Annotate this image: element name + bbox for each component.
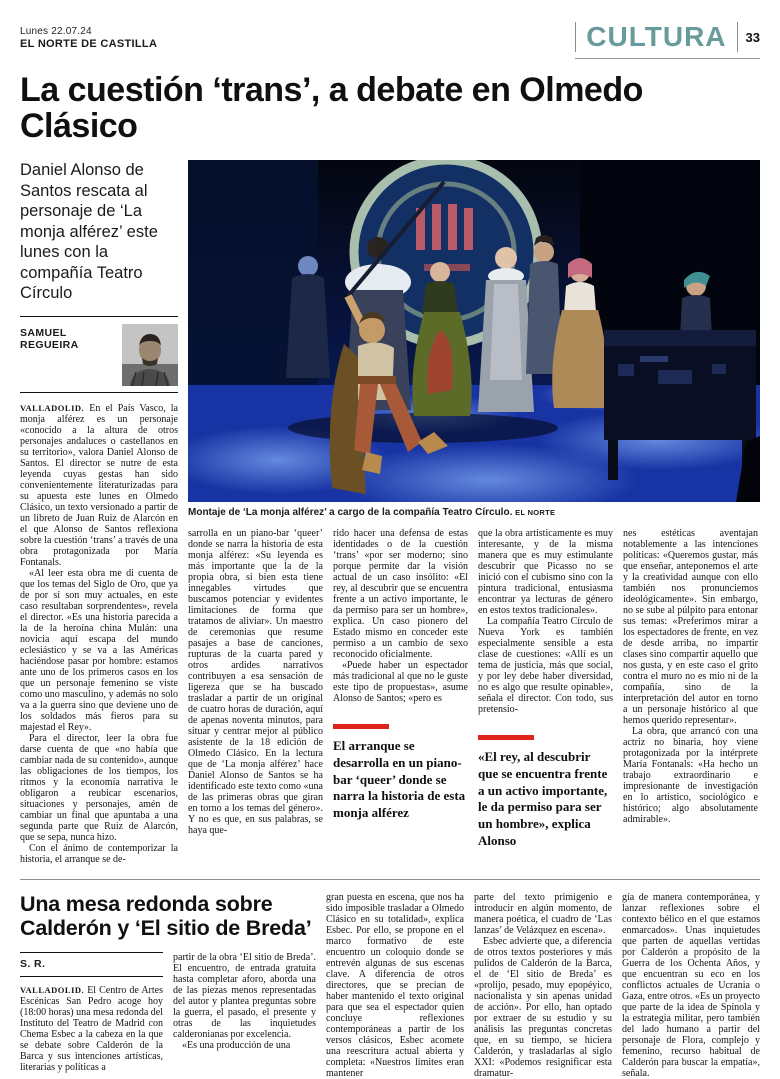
paragraph: La compañía Teatro Círculo de Nueva York es también especialmente sensible a esta clase de cuestiones: «Allí es un tema de justicia, más que social, y por ley debe haber diversidad, no es algo que resulte opinable», señala el director. Con todo, sus pretensio- — [478, 616, 613, 716]
paragraph: Con el ánimo de contemporizar la historia, el arranque se de- — [20, 842, 178, 865]
article-text-col4 — [478, 528, 613, 849]
section-title: CULTURA — [586, 21, 727, 52]
second-article-head-block — [20, 892, 316, 1079]
paragraph: parte del texto primigenio e introducir en algún momento, de manera poética, el cuadro de ‘Las lanzas’ de Velázquez en escena». — [474, 891, 612, 936]
paragraph: «Es una producción de una — [182, 1039, 291, 1051]
section-header — [575, 22, 760, 59]
second-article — [20, 892, 760, 1079]
photo-caption — [188, 502, 760, 528]
main-headline: La cuestión ‘trans’, a debate en Olmedo Clásico — [20, 71, 643, 145]
second-article-col4 — [474, 892, 612, 1079]
paragraph: Esbec advierte que, a diferencia de otros textos posteriores y más pulidos de Calderón de la Barca, el de ‘El sitio de Breda’ es «prolijo, pesado, muy epopéyico, nacionalista y sin apenas unidad de acción». Por ello, han optado por extraer de su estudio y su análisis las preguntas concretas que, en su tiempo, se hiciera Calderón, y trasladarlas al siglo XXI: «Podemos resignificar esta dramatur- — [474, 935, 612, 1079]
second-article-col1 — [20, 952, 163, 1073]
paragraph: «Al leer esta obra me di cuenta de que los temas del Siglo de Oro, que ya de por sí son muy actuales, en este caso resultaban sorprendentes», revela el director. «Es una historia parecida a la de la heroína china Mulán: una novicia aquí escapa del mundo eclesiástico y se va a las Américas haciéndose pasar por hombre: estamos ante uno de los primeros casos en los que un personaje femenino se viste como uno masculino, y además no solo va a la guerra sino que deviene uno de los soldados más fieros para su majestad el Rey». — [20, 567, 178, 733]
paragraph-text: El Centro de Artes Escénicas San Pedro acoge hoy (18:00 horas) una mesa redonda del Instituto del Teatro de Madrid con Chema Esbec a la cabeza en la que se debate sobre Calderón de la Barca y sus intenciones artísticas, literarias y políticas a — [20, 984, 164, 1073]
caption-credit: EL NORTE — [515, 508, 556, 518]
page-header — [20, 22, 760, 59]
pullquote-1 — [333, 724, 468, 821]
main-article — [20, 160, 760, 864]
pullquote-accent-bar — [333, 724, 389, 729]
article-body-area — [188, 160, 760, 864]
left-rail — [20, 160, 178, 864]
article-text-col1 — [20, 403, 178, 865]
pullquote-accent-bar — [478, 735, 534, 740]
article-text-col2 — [188, 528, 323, 849]
article-text-col5 — [623, 528, 758, 849]
paragraph — [20, 985, 163, 1073]
byline-block — [20, 316, 178, 393]
paragraph: que la obra artísticamente es muy interesante, y de la misma manera que es muy estimulante descubrir que Picasso no se inició con el cubismo sino con la pintura tradicional, entusiasma encontrar ya lecturas de género en estos textos tradicionales». — [478, 528, 613, 617]
caption-text: Montaje de ‘La monja alférez’ a cargo de la compañía Teatro Círculo. — [188, 507, 513, 519]
paragraph: rido hacer una defensa de estas identidades o de la cuestión ‘trans’ «por ser moderno; sino porque permite dar la visión actual de un caso insólito: «El rey, al descubrir que se encuentra frente a un activo importante, le da permiso para ser un hombre», explica. Un caso pionero del Estado mismo en conceder este permiso a un cambio de sexo reconocido oficialmente. — [333, 528, 468, 661]
masthead — [20, 22, 157, 50]
paragraph: «Puede haber un espectador más tradicional al que no le guste este tipo de propuestas», asume Alonso de Santos; «pero es — [333, 660, 468, 705]
page-number: 33 — [745, 29, 760, 45]
dateline: VALLADOLID. — [20, 402, 85, 413]
paragraph: Para el director, leer la obra fue darse cuenta de que «no había que cambiar nada de su contenido», aunque las obligaciones de los tiempos, los ritmos y la economía narrativa le obligaron a reubicar escenarios, situaciones y personajes, amén de cambiar un final que apuntaba a una segunda parte que Ruiz de Alarcón, que se sepa, nunca hizo. — [20, 732, 178, 843]
paragraph: gía de manera contemporánea, y lanzar reflexiones sobre el contexto bélico en el que estamos enmarcados». Unas inquietudes que parten de aquellas vertidas por Calderón a propósito de la Guerra de los Ochenta Años, y que encuentran su eco en los conflictos actuales de Ucrania o Gaza, entre otros. «Es un proyecto que parte de la idea de Spínola y la estrategia militar, pero también del lado humano a partir del personaje de Flora, complejo y femenino, recurso habitual de Calderón para buscar la empatía», señala. — [622, 891, 761, 1079]
author-portrait-image — [122, 324, 178, 386]
paragraph: La obra, que arrancó con una actriz no binaria, hoy viene protagonizada por la intérprete María Fontanals: «Ha hecho un trabajo extraordinario e impresionante de investigación en lo artístico, sociológico e histórico; algo absolutamente admirable». — [623, 726, 758, 826]
second-article-col5 — [622, 892, 760, 1079]
stage-photo — [188, 160, 760, 502]
second-article-col3 — [326, 892, 464, 1079]
second-byline: S. R. — [20, 952, 163, 977]
article-columns — [188, 528, 760, 849]
author-portrait — [122, 324, 178, 386]
paragraph: partir de la obra ‘El sitio de Breda’. El encuentro, de entrada gratuita hasta completar aforo, aborda una de las piezas menos representadas del autor y plantea preguntas sobre la guerra, el pasado, el presente y otras de las inquietudes calderonianas por excelencia. — [173, 951, 316, 1040]
edition-date: Lunes 22.07.24 — [20, 26, 92, 37]
pullquote-2 — [478, 735, 613, 849]
paragraph: sarrolla en un piano-bar ‘queer’ donde se narra la historia de esta monja alférez: «Su leyenda es más importante que la de la propia obra, si bien esta tiene innegables virtudes que buscamos potenciar y evidentes limitaciones de forma que tratamos de aliviar». Un maestro de ceremonias que resume pasajes a base de canciones, rupturas de la cuarta pared y otros ardides narrativos contribuyen a esa sensación de ligereza que se ha buscado trasladar a partir de un original de cuatro horas de duración, aquí de apenas noventa minutos, para situar y centrar mejor al público asistente de la 18 edición de Olmedo Clásico. En la lectura que de ‘La monja alférez’ hace Daniel Alonso de Santos se ha identificado este texto como «una de las primeras obras que giran en torno a los temas del género». Y no es que, en sus palabras, se haya que- — [188, 528, 323, 837]
second-article-col2 — [173, 952, 316, 1073]
author-byline: SAMUEL REGUEIRA — [20, 326, 79, 351]
paragraph — [20, 403, 178, 568]
paragraph-text: En el País Vasco, la monja alférez es un personaje «conocido a la altura de otros personajes andaluces o castellanos en su territorio», valora Daniel Alonso de Santos. El director se nutre de esta leyenda cuyas gestas han sido convenientemente literaturizadas para su apuesta este lunes en Olmedo Clásico, un texto versionado a partir de un libreto de Juan Ruiz de Alarcón en el que Alonso de Santos reflexiona sobre la cuestión ‘trans’ a través de una obra protagonizada por María Fontanals. — [20, 402, 179, 568]
stage-photo-image — [188, 160, 760, 502]
standfirst: Daniel Alonso de Santos rescata al personaje de ‘La monja alférez’ este lunes con la compañía Teatro Círculo — [20, 161, 158, 303]
second-headline: Una mesa redonda sobre Calderón y ‘El sitio de Breda’ — [20, 891, 312, 940]
article-divider — [20, 879, 760, 880]
dateline: VALLADOLID. — [20, 984, 85, 995]
pullquote-text: «El rey, al descubrir que se encuentra frente a un activo importante, le da permiso para ser un hombre», explica Alonso — [478, 749, 608, 848]
article-text-col3 — [333, 528, 468, 849]
newspaper-name: EL NORTE DE CASTILLA — [20, 37, 158, 50]
paragraph: nes estéticas aventajan notablemente a las intenciones políticas: «Queremos gustar, más que enseñar, anteponemos el arte y la creatividad aunque con ello también nos pronunciemos ideológicamente». Sin embargo, no se sube al púlpito para entonar sus temas: «Preferimos mirar a los espectadores de frente, en vez de desde arriba, no impartir clases sino compartir aquello que nos gusta, y en este caso el grito contra el muro no es mío ni de la compañía, sino de la interpretación del autor en torno a un personaje histórico al que hemos querido representar». — [623, 528, 758, 727]
paragraph: gran puesta en escena, que nos ha sido imposible trasladar a Olmedo Clásico en su totalidad», explica Esbec. Por ello, se propone en el marco formativo de este encuentro un coloquio donde se entrevén algunas de sus escenas clave. A diferencia de otros directores, que se precian de haber mantenido el texto original para que sea el espectador quien concluye reflexiones contemporáneas a partir de los versos clásicos, Esbec acomete una reescritura actual abierta y completa: «Nuestros límites eran mantener — [326, 891, 464, 1079]
pullquote-text: El arranque se desarrolla en un piano-bar ‘queer’ donde se narra la historia de esta monja alférez — [333, 738, 466, 820]
